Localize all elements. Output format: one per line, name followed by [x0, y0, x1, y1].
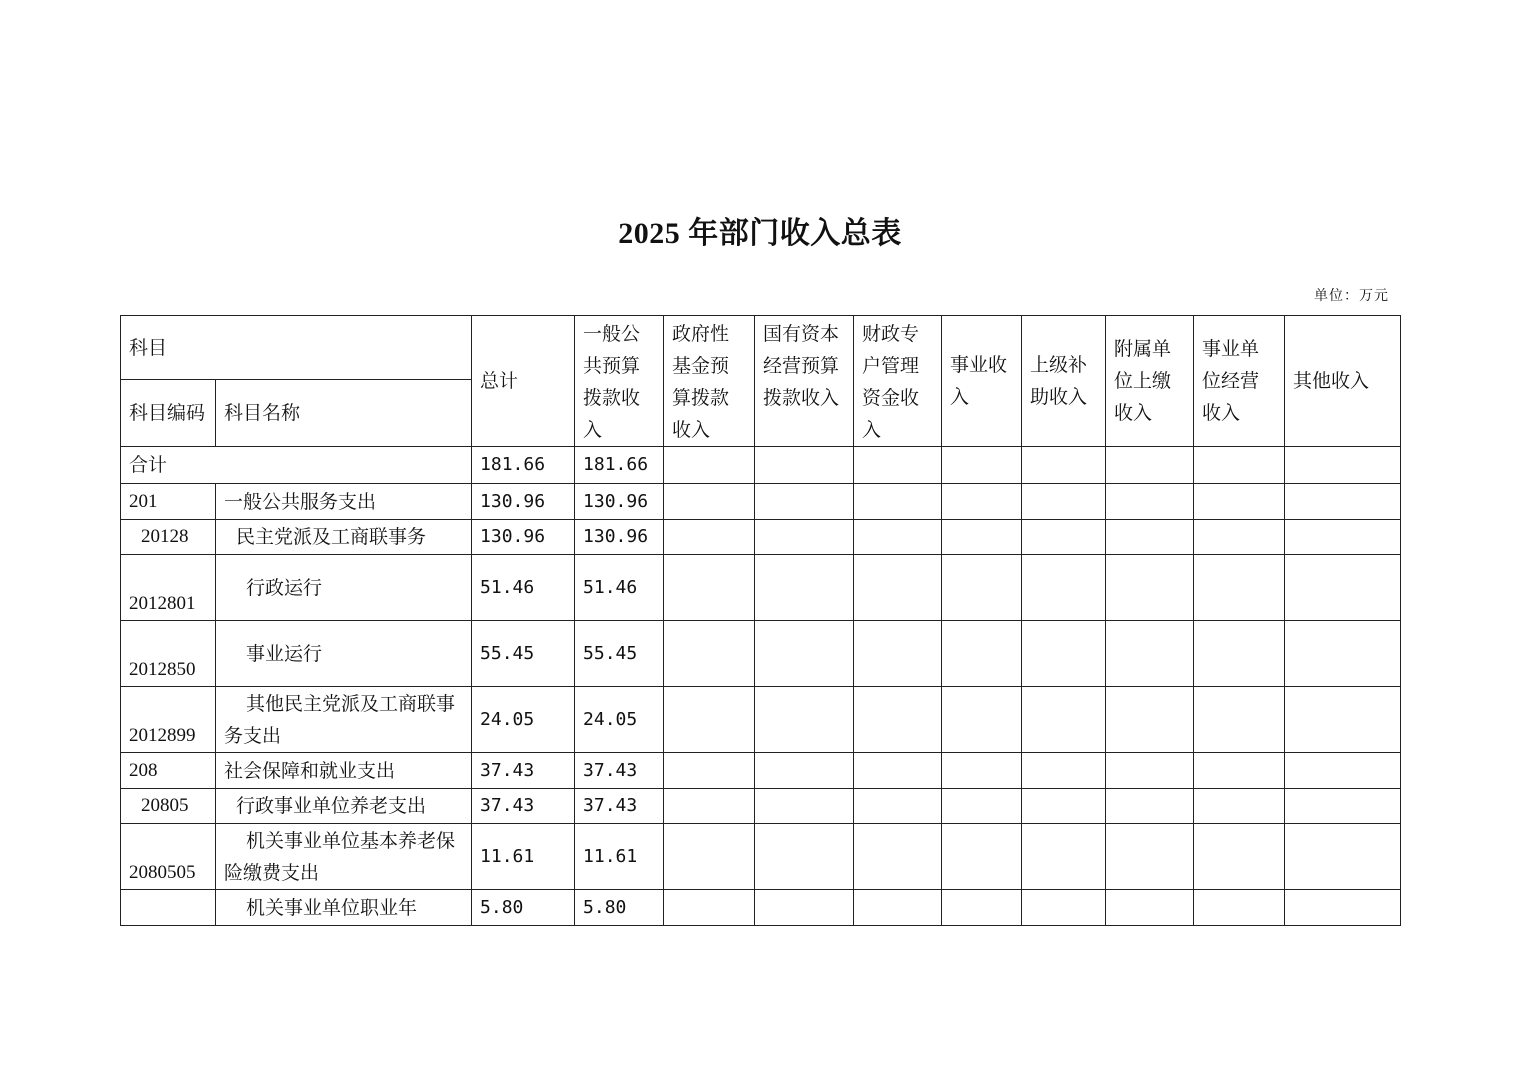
header-name: 科目名称 — [216, 380, 472, 447]
cell-general-budget: 130.96 — [575, 484, 664, 520]
cell-name: 其他民主党派及工商联事务支出 — [216, 687, 472, 753]
header-general-budget: 一般公共预算拨款收入 — [575, 316, 664, 447]
cell-empty — [1022, 484, 1106, 520]
cell-empty — [664, 890, 755, 926]
cell-general-budget: 51.46 — [575, 555, 664, 621]
cell-total: 37.43 — [472, 753, 575, 789]
cell-empty — [1285, 687, 1401, 753]
cell-empty — [1194, 687, 1285, 753]
cell-empty — [755, 484, 854, 520]
header-superior-subsidy: 上级补助收入 — [1022, 316, 1106, 447]
cell-general-budget: 24.05 — [575, 687, 664, 753]
cell-name: 行政运行 — [216, 555, 472, 621]
cell-empty — [854, 824, 942, 890]
cell-empty — [664, 824, 755, 890]
table-row — [121, 687, 1401, 753]
cell-empty — [854, 484, 942, 520]
cell-empty — [942, 555, 1022, 621]
page-title: 2025 年部门收入总表 — [618, 217, 902, 250]
unit-note: 单位：万元 — [1314, 288, 1389, 304]
cell-empty — [1022, 621, 1106, 687]
cell-total: 5.80 — [472, 890, 575, 926]
cell-empty — [664, 555, 755, 621]
cell-empty — [755, 890, 854, 926]
cell-name: 民主党派及工商联事务 — [216, 520, 472, 555]
cell-empty — [1106, 447, 1194, 484]
cell-empty — [664, 789, 755, 824]
header-subject: 科目 — [121, 316, 472, 380]
cell-total: 11.61 — [472, 824, 575, 890]
cell-empty — [1106, 555, 1194, 621]
cell-empty — [755, 789, 854, 824]
cell-empty — [942, 621, 1022, 687]
cell-empty — [942, 520, 1022, 555]
header-fiscal-account: 财政专户管理资金收入 — [854, 316, 942, 447]
cell-empty — [755, 753, 854, 789]
header-total: 总计 — [472, 316, 575, 447]
cell-empty — [1022, 824, 1106, 890]
cell-code — [121, 890, 216, 926]
cell-general-budget: 181.66 — [575, 447, 664, 484]
cell-empty — [942, 753, 1022, 789]
cell-name: 社会保障和就业支出 — [216, 753, 472, 789]
income-table — [120, 315, 1401, 926]
cell-empty — [755, 447, 854, 484]
cell-empty — [1106, 520, 1194, 555]
cell-empty — [1106, 824, 1194, 890]
cell-empty — [1194, 824, 1285, 890]
cell-code: 20805 — [121, 789, 216, 824]
cell-empty — [1106, 789, 1194, 824]
cell-total: 130.96 — [472, 520, 575, 555]
cell-empty — [1285, 753, 1401, 789]
header-operating-income: 事业单位经营收入 — [1194, 316, 1285, 447]
cell-code: 208 — [121, 753, 216, 789]
header-row-1 — [121, 316, 1401, 380]
cell-code: 2080505 — [121, 824, 216, 890]
table-row — [121, 753, 1401, 789]
cell-empty — [1285, 621, 1401, 687]
cell-empty — [1194, 484, 1285, 520]
cell-empty — [1106, 687, 1194, 753]
cell-empty — [664, 447, 755, 484]
cell-empty — [1194, 520, 1285, 555]
cell-empty — [1106, 890, 1194, 926]
row-total-label: 合计 — [121, 447, 472, 484]
cell-empty — [664, 753, 755, 789]
cell-code: 201 — [121, 484, 216, 520]
cell-general-budget: 5.80 — [575, 890, 664, 926]
cell-name: 事业运行 — [216, 621, 472, 687]
cell-empty — [664, 621, 755, 687]
cell-name: 机关事业单位基本养老保险缴费支出 — [216, 824, 472, 890]
cell-empty — [755, 621, 854, 687]
cell-empty — [942, 890, 1022, 926]
cell-empty — [854, 890, 942, 926]
cell-empty — [755, 687, 854, 753]
cell-empty — [664, 484, 755, 520]
cell-total: 37.43 — [472, 789, 575, 824]
cell-code: 2012899 — [121, 687, 216, 753]
table-row — [121, 520, 1401, 555]
cell-code: 2012850 — [121, 621, 216, 687]
cell-empty — [1285, 789, 1401, 824]
table-row — [121, 789, 1401, 824]
cell-empty — [854, 789, 942, 824]
cell-empty — [1285, 824, 1401, 890]
cell-empty — [1106, 484, 1194, 520]
cell-empty — [1194, 555, 1285, 621]
cell-name: 机关事业单位职业年 — [216, 890, 472, 926]
cell-empty — [854, 621, 942, 687]
cell-empty — [755, 520, 854, 555]
cell-empty — [854, 555, 942, 621]
cell-empty — [1022, 555, 1106, 621]
cell-empty — [1022, 789, 1106, 824]
cell-total: 181.66 — [472, 447, 575, 484]
cell-total: 130.96 — [472, 484, 575, 520]
table-row — [121, 621, 1401, 687]
cell-general-budget: 11.61 — [575, 824, 664, 890]
cell-empty — [942, 484, 1022, 520]
cell-empty — [1022, 520, 1106, 555]
cell-total: 51.46 — [472, 555, 575, 621]
cell-empty — [1194, 789, 1285, 824]
cell-empty — [1194, 621, 1285, 687]
cell-empty — [1106, 621, 1194, 687]
header-business-income: 事业收入 — [942, 316, 1022, 447]
table-row — [121, 824, 1401, 890]
cell-empty — [1194, 753, 1285, 789]
cell-empty — [854, 753, 942, 789]
header-gov-fund: 政府性基金预算拨款收入 — [664, 316, 755, 447]
cell-empty — [942, 687, 1022, 753]
table-row — [121, 890, 1401, 926]
cell-empty — [1285, 555, 1401, 621]
cell-general-budget: 37.43 — [575, 789, 664, 824]
header-other-income: 其他收入 — [1285, 316, 1401, 447]
cell-empty — [854, 520, 942, 555]
table-row — [121, 555, 1401, 621]
cell-name: 一般公共服务支出 — [216, 484, 472, 520]
cell-empty — [1285, 484, 1401, 520]
cell-general-budget: 37.43 — [575, 753, 664, 789]
table-row — [121, 484, 1401, 520]
header-code: 科目编码 — [121, 380, 216, 447]
cell-empty — [755, 555, 854, 621]
cell-total: 24.05 — [472, 687, 575, 753]
cell-empty — [664, 520, 755, 555]
cell-empty — [1022, 753, 1106, 789]
cell-empty — [664, 687, 755, 753]
cell-general-budget: 130.96 — [575, 520, 664, 555]
cell-empty — [1022, 447, 1106, 484]
cell-empty — [854, 687, 942, 753]
cell-total: 55.45 — [472, 621, 575, 687]
cell-name: 行政事业单位养老支出 — [216, 789, 472, 824]
cell-empty — [942, 447, 1022, 484]
header-state-capital: 国有资本经营预算拨款收入 — [755, 316, 854, 447]
cell-empty — [1022, 687, 1106, 753]
cell-empty — [1194, 890, 1285, 926]
cell-empty — [1106, 753, 1194, 789]
cell-empty — [755, 824, 854, 890]
cell-empty — [1194, 447, 1285, 484]
cell-general-budget: 55.45 — [575, 621, 664, 687]
cell-empty — [942, 824, 1022, 890]
cell-empty — [942, 789, 1022, 824]
table-row — [121, 447, 1401, 484]
cell-code: 20128 — [121, 520, 216, 555]
cell-empty — [1285, 447, 1401, 484]
cell-empty — [1285, 890, 1401, 926]
cell-empty — [854, 447, 942, 484]
cell-empty — [1022, 890, 1106, 926]
cell-empty — [1285, 520, 1401, 555]
cell-code: 2012801 — [121, 555, 216, 621]
header-affiliate-payment: 附属单位上缴收入 — [1106, 316, 1194, 447]
